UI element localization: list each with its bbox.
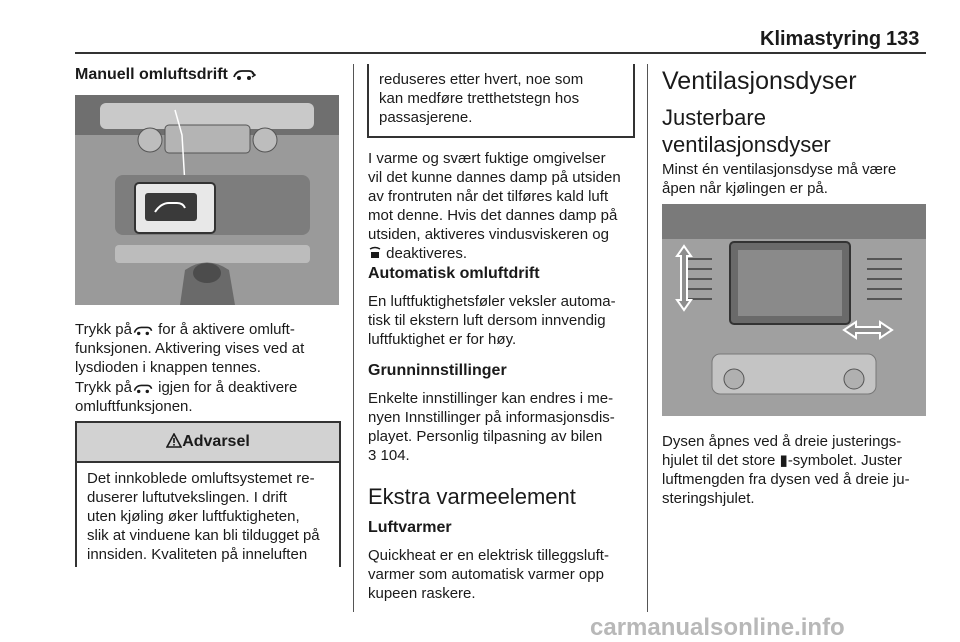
auto-line-3: luftfuktighet er for høy. <box>368 331 517 348</box>
section-heading-air-heater: Luftvarmer <box>368 519 452 536</box>
p1-line-2: funksjonen. Aktivering vises ved at <box>75 340 305 357</box>
center-console-illustration <box>75 95 339 305</box>
open-line-3: luftmengden fra dysen ved å dreie ju- <box>662 471 910 488</box>
subheading-line-1: Justerbare <box>662 105 766 130</box>
ventilation-illustration <box>662 204 926 416</box>
warning-line-5: innsiden. Kvaliteten på inneluften <box>87 546 308 563</box>
warning-continuation-box <box>367 64 635 138</box>
humid-line-5: utsiden, aktiveres vindusviskeren og <box>368 226 609 243</box>
section-heading-automatic-recirculation: Automatisk omluftdrift <box>368 265 540 282</box>
open-line-1: Dysen åpnes ved å dreie justerings- <box>662 433 902 450</box>
air-heater-line-2: varmer som automatisk varmer opp <box>368 566 604 583</box>
warning-box <box>75 421 341 567</box>
section-heading-text: Manuell omluftsdrift <box>75 66 228 83</box>
basic-line-4-reference: 3 104. <box>368 447 410 464</box>
p1-line-1a: Trykk på <box>75 321 132 338</box>
recirculation-indicator-icon <box>368 246 382 260</box>
recirculation-icon <box>132 382 154 394</box>
nozzle-line-2: åpen når kjølingen er på. <box>662 180 828 197</box>
center-console-photo <box>75 95 339 305</box>
warning-line-4: slik at vinduene kan bli tildugget på <box>87 527 320 544</box>
ventilation-nozzles-photo <box>662 204 926 416</box>
warning-line-3: uten kjøling øker luftfuktigheten, <box>87 508 300 525</box>
warning-header <box>77 421 339 463</box>
auto-line-2: tisk til ekstern luft dersom innvendig <box>368 312 606 329</box>
p2-line-1a: Trykk på <box>75 379 132 396</box>
warning-cont-line-2: kan medføre tretthetstegn hos <box>379 90 580 107</box>
paragraph-air-heater <box>368 546 609 603</box>
basic-line-2: nyen Innstillinger på informasjonsdis- <box>368 409 615 426</box>
warning-continuation-text <box>379 70 583 127</box>
paragraph-min-one-nozzle <box>662 160 896 198</box>
column-divider-1 <box>353 64 354 612</box>
warning-text <box>87 469 337 564</box>
section-heading-basic-settings: Grunninnstillinger <box>368 362 507 379</box>
p2-line-1b: igjen for å deaktivere <box>153 379 298 396</box>
nozzle-line-1: Minst én ventilasjonsdyse må være <box>662 161 897 178</box>
subheading-line-2: ventilasjonsdyser <box>662 132 831 157</box>
humid-line-6: deaktiveres. <box>382 245 468 262</box>
humid-line-3: av frontruten når det tilføres kald luft <box>368 188 609 205</box>
warning-triangle-icon <box>166 433 182 448</box>
p2-line-2: omluftfunksjonen. <box>75 398 193 415</box>
humid-line-1: I varme og svært fuktige omgivelser <box>368 150 606 167</box>
paragraph-deactivate <box>75 378 297 416</box>
paragraph-open-nozzle <box>662 432 910 508</box>
running-header-title: Klimastyring <box>760 28 882 50</box>
page-number: 133 <box>886 28 920 50</box>
subheading-adjustable-nozzles <box>662 104 831 158</box>
section-heading-ventilation-nozzles: Ventilasjonsdyser <box>662 67 857 95</box>
warning-cont-line-3: passasjerene. <box>379 109 473 126</box>
warning-title: Advarsel <box>182 433 250 450</box>
humid-line-4: mot denne. Hvis det dannes damp på <box>368 207 618 224</box>
paragraph-automatic <box>368 292 616 349</box>
basic-line-1: Enkelte innstillinger kan endres i me- <box>368 390 614 407</box>
paragraph-humid-conditions <box>368 149 621 263</box>
header-rule <box>75 52 926 54</box>
auto-line-1: En luftfuktighetsføler veksler automa- <box>368 293 616 310</box>
air-heater-line-1: Quickheat er en elektrisk tilleggsluft- <box>368 547 609 564</box>
section-heading-manual-recirculation <box>75 66 256 84</box>
humid-line-2: vil det kunne dannes damp på utsiden <box>368 169 621 186</box>
open-line-2: hjulet til det store ▮-symbolet. Juster <box>662 452 903 469</box>
paragraph-activate <box>75 320 304 377</box>
watermark-text: carmanualsonline.info <box>590 614 845 641</box>
warning-cont-line-1: reduseres etter hvert, noe som <box>379 71 584 88</box>
basic-line-3: playet. Personlig tilpasning av bilen <box>368 428 603 445</box>
warning-line-1: Det innkoblede omluftsystemet re- <box>87 470 315 487</box>
section-heading-extra-heating: Ekstra varmeelement <box>368 484 576 509</box>
air-heater-line-3: kupeen raskere. <box>368 585 476 602</box>
column-divider-2 <box>647 64 648 612</box>
p1-line-1b: for å aktivere omluft- <box>153 321 295 338</box>
recirculation-icon <box>232 67 256 81</box>
p1-line-3: lysdioden i knappen tennes. <box>75 359 261 376</box>
recirculation-icon <box>132 324 154 336</box>
warning-line-2: duserer luftutvekslingen. I drift <box>87 489 288 506</box>
open-line-4: steringshjulet. <box>662 490 755 507</box>
paragraph-basic-settings <box>368 389 615 465</box>
